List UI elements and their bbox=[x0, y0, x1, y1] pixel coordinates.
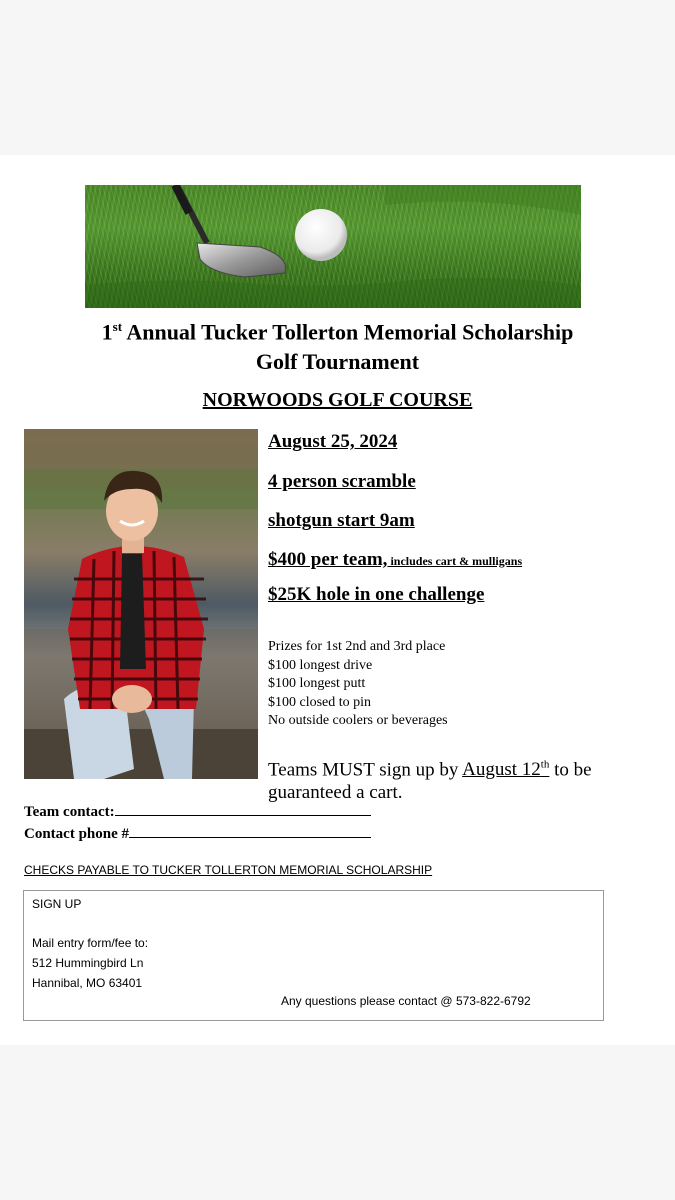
team-contact-blank[interactable] bbox=[115, 801, 371, 816]
portrait-photo bbox=[24, 429, 258, 779]
event-price: $400 per team, includes cart & mulligans bbox=[268, 549, 523, 570]
club-and-ball-illustration bbox=[85, 185, 581, 308]
event-format: 4 person scramble bbox=[268, 471, 416, 492]
contact-phone-field[interactable]: Contact phone # bbox=[24, 823, 371, 843]
hole-in-one-challenge: $25K hole in one challenge bbox=[268, 584, 485, 605]
event-start-time: shotgun start 9am bbox=[268, 510, 415, 531]
page-title-line2: Golf Tournament bbox=[255, 349, 420, 374]
contact-phone-blank[interactable] bbox=[129, 823, 371, 838]
golf-ball bbox=[295, 209, 347, 261]
prize-item: No outside coolers or beverages bbox=[268, 713, 448, 728]
flyer-page bbox=[0, 155, 675, 1045]
page-title-line1: 1st Annual Tucker Tollerton Memorial Scholarship bbox=[101, 319, 574, 345]
golf-banner-image bbox=[85, 185, 581, 308]
prize-item: Prizes for 1st 2nd and 3rd place bbox=[268, 639, 446, 654]
address-line-1: 512 Hummingbird Ln bbox=[32, 956, 144, 970]
prizes-list bbox=[268, 638, 448, 731]
mail-entry-label: Mail entry form/fee to: bbox=[32, 936, 149, 950]
address-line-2: Hannibal, MO 63401 bbox=[32, 976, 143, 990]
prize-item: $100 longest putt bbox=[268, 676, 366, 691]
questions-contact: Any questions please contact @ 573-822-6792 bbox=[281, 994, 531, 1008]
prize-item: $100 closed to pin bbox=[268, 694, 372, 710]
signup-deadline: Teams MUST sign up by August 12th to be guaranteed a cart. bbox=[268, 759, 592, 804]
course-name: NORWOODS GOLF COURSE bbox=[202, 389, 473, 411]
team-contact-field[interactable]: Team contact: bbox=[24, 801, 371, 821]
event-date: August 25, 2024 bbox=[268, 431, 398, 452]
portrait-illustration bbox=[24, 429, 258, 779]
club-head bbox=[197, 243, 286, 277]
checks-payable-note: CHECKS PAYABLE TO TUCKER TOLLERTON MEMORIAL SCHOLARSHIP bbox=[24, 863, 433, 877]
signup-heading: SIGN UP bbox=[32, 897, 82, 911]
signup-box bbox=[23, 890, 604, 1021]
prize-item: $100 longest drive bbox=[268, 657, 373, 673]
